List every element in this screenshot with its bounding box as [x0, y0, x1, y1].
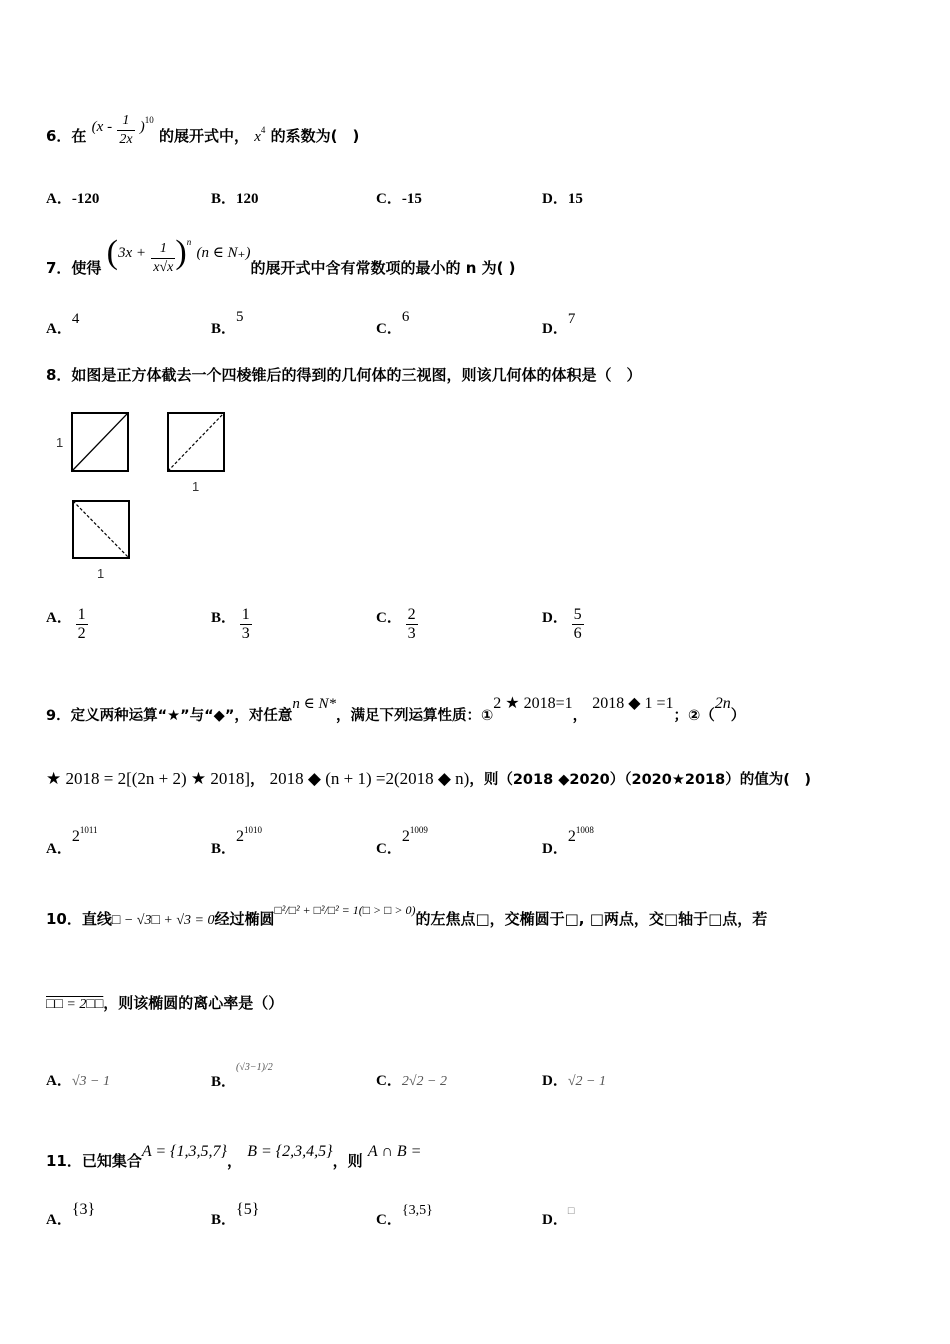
- question-8-stem: 8．如图是正方体截去一个四棱锥后的得到的几何体的三视图，则该几何体的体积是（ ）: [46, 366, 642, 384]
- q7-option-a[interactable]: A．4: [46, 311, 80, 337]
- q10-option-a[interactable]: A．√3 − 1: [46, 1073, 110, 1089]
- q6-option-b[interactable]: B．120: [211, 191, 259, 207]
- q8-option-a[interactable]: A． $\frac{1}{2}$: [46, 606, 86, 642]
- q11-option-b[interactable]: B．{5}: [211, 1201, 260, 1228]
- q9-option-d[interactable]: D．$2^{1008}$: [542, 825, 594, 857]
- side-view-label: 1: [192, 479, 200, 494]
- q7-option-b[interactable]: B．5: [211, 309, 244, 337]
- question-9-line-2: ★ 2018 = 2[(2n + 2) ★ 2018]， 2018 ◆ (n + 1) =2(2018 ◆ n)，则（2018 ◆2020）（2020★2018）的值为( ): [46, 769, 811, 788]
- q6-option-d[interactable]: D．15: [542, 191, 583, 207]
- side-view: [168, 413, 224, 494]
- q9-option-c[interactable]: C．$2^{1009}$: [376, 825, 428, 857]
- q7-option-d[interactable]: D．7: [542, 311, 576, 337]
- front-view: [56, 413, 128, 471]
- top-view: [73, 501, 129, 581]
- question-7-stem: 7．使得 (3x + $\frac{1}{x√x}$ )$^n$ (n ∈ N₊)的展开式中含有常数项的最小的 n 为( ): [46, 234, 516, 277]
- front-view-label: 1: [56, 435, 64, 450]
- q10-option-d[interactable]: D．√2 − 1: [542, 1073, 606, 1089]
- q11-option-a[interactable]: A．{3}: [46, 1201, 96, 1228]
- q6-option-a[interactable]: A．-120: [46, 191, 100, 207]
- q11-option-c[interactable]: C．{3,5}: [376, 1203, 433, 1228]
- top-view-label: 1: [97, 566, 105, 581]
- three-view-figure: [50, 405, 250, 585]
- q10-option-c[interactable]: C．2√2 − 2: [376, 1073, 447, 1089]
- q7-option-c[interactable]: C．6: [376, 309, 410, 337]
- question-9-line-1: 9．定义两种运算“★”与“◆”，对任意n ∈ N*，满足下列运算性质：①2 ★ 2018=1， 2018 ◆ 1 =1；②（2n）: [46, 695, 746, 724]
- q11-option-d[interactable]: D．□: [542, 1205, 575, 1228]
- q8-option-d[interactable]: D． $\frac{5}{6}$: [542, 606, 582, 642]
- question-11-stem: 11．已知集合A = {1,3,5,7}， B = {2,3,4,5}，则 A ∩ B =: [46, 1143, 422, 1170]
- q8-option-b[interactable]: B． $\frac{1}{3}$: [211, 606, 250, 642]
- q8-option-c[interactable]: C． $\frac{2}{3}$: [376, 606, 416, 642]
- q10-option-b[interactable]: B．(√3−1)/2: [211, 1062, 273, 1090]
- q9-option-b[interactable]: B．$2^{1010}$: [211, 825, 263, 857]
- q6-option-c[interactable]: C．-15: [376, 191, 422, 207]
- question-6-stem: 6．在 (x - $\frac{1}{2x}$ )$^{10}$ 的展开式中， $x^4$ 的系数为( ): [46, 113, 360, 147]
- question-10-line-2: □□ = 2□□，则该椭圆的离心率是（）: [46, 994, 284, 1012]
- q9-option-a[interactable]: A．$2^{1011}$: [46, 825, 98, 857]
- question-10-line-1: 10．直线□ − √3□ + √3 = 0经过椭圆□²/□² + □²/□² = 1(□ > □ > 0)的左焦点□，交椭圆于□, □两点，交□轴于□点，若: [46, 903, 768, 928]
